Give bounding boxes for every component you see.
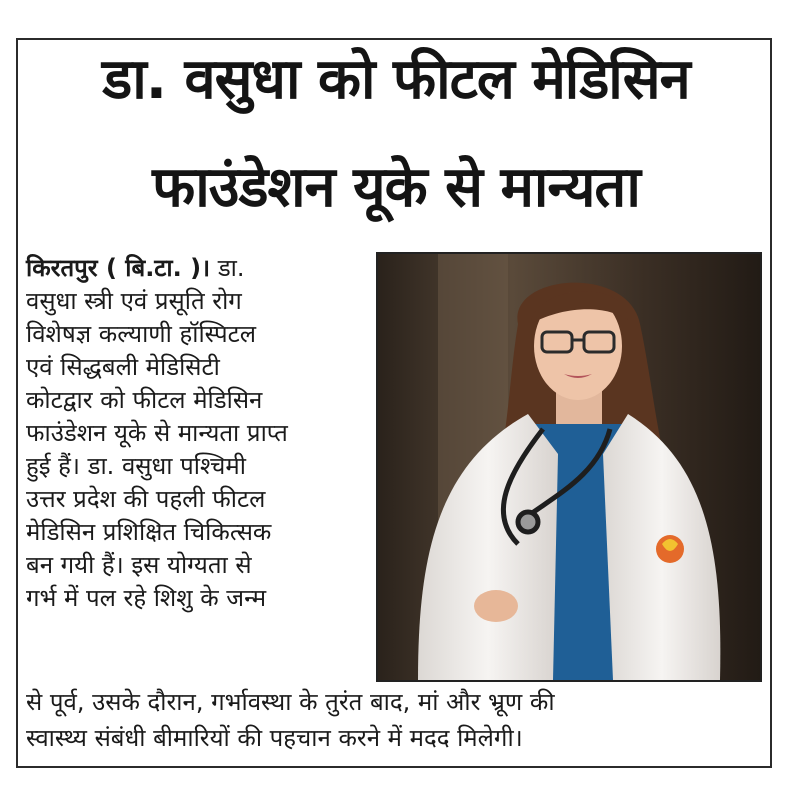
hand bbox=[474, 590, 518, 622]
article-line: हुई हैं। डा. वसुधा पश्चिमी bbox=[26, 452, 246, 480]
dateline: किरतपुर ( बि.टा. )। bbox=[26, 254, 211, 282]
article-line: फाउंडेशन यूके से मान्यता प्राप्त bbox=[26, 419, 288, 447]
article-line: एवं सिद्धबली मेडिसिटी bbox=[26, 353, 220, 381]
article-line: किरतपुर ( बि.टा. )। डा. bbox=[26, 254, 245, 282]
doctor-portrait-photo bbox=[376, 252, 762, 682]
headline-line-1: डा. वसुधा को फीटल मेडिसिन bbox=[102, 47, 690, 112]
headline-line-2: फाउंडेशन यूके से मान्यता bbox=[152, 155, 640, 220]
article-line: बन गयी हैं। इस योग्यता से bbox=[26, 551, 252, 579]
article-line: गर्भ में पल रहे शिशु के जन्म bbox=[26, 584, 267, 612]
article-column bbox=[26, 252, 366, 615]
article-line: वसुधा स्त्री एवं प्रसूति रोग bbox=[26, 287, 242, 315]
article-line: विशेषज्ञ कल्याणी हॉस्पिटल bbox=[26, 320, 257, 348]
article-line: मेडिसिन प्रशिक्षित चिकित्सक bbox=[26, 518, 272, 546]
hospital-logo-icon bbox=[656, 535, 684, 563]
article-line: उत्तर प्रदेश की पहली फीटल bbox=[26, 485, 266, 513]
article-continuation bbox=[26, 684, 766, 756]
doctor-portrait-illustration bbox=[378, 254, 760, 680]
article-line: से पूर्व, उसके दौरान, गर्भावस्था के तुरंत बाद, मां और भ्रूण की bbox=[26, 688, 555, 716]
article-line: स्वास्थ्य संबंधी बीमारियों की पहचान करने में मदद मिलेगी। bbox=[26, 724, 523, 752]
article-line: कोटद्वार को फीटल मेडिसिन bbox=[26, 386, 263, 414]
